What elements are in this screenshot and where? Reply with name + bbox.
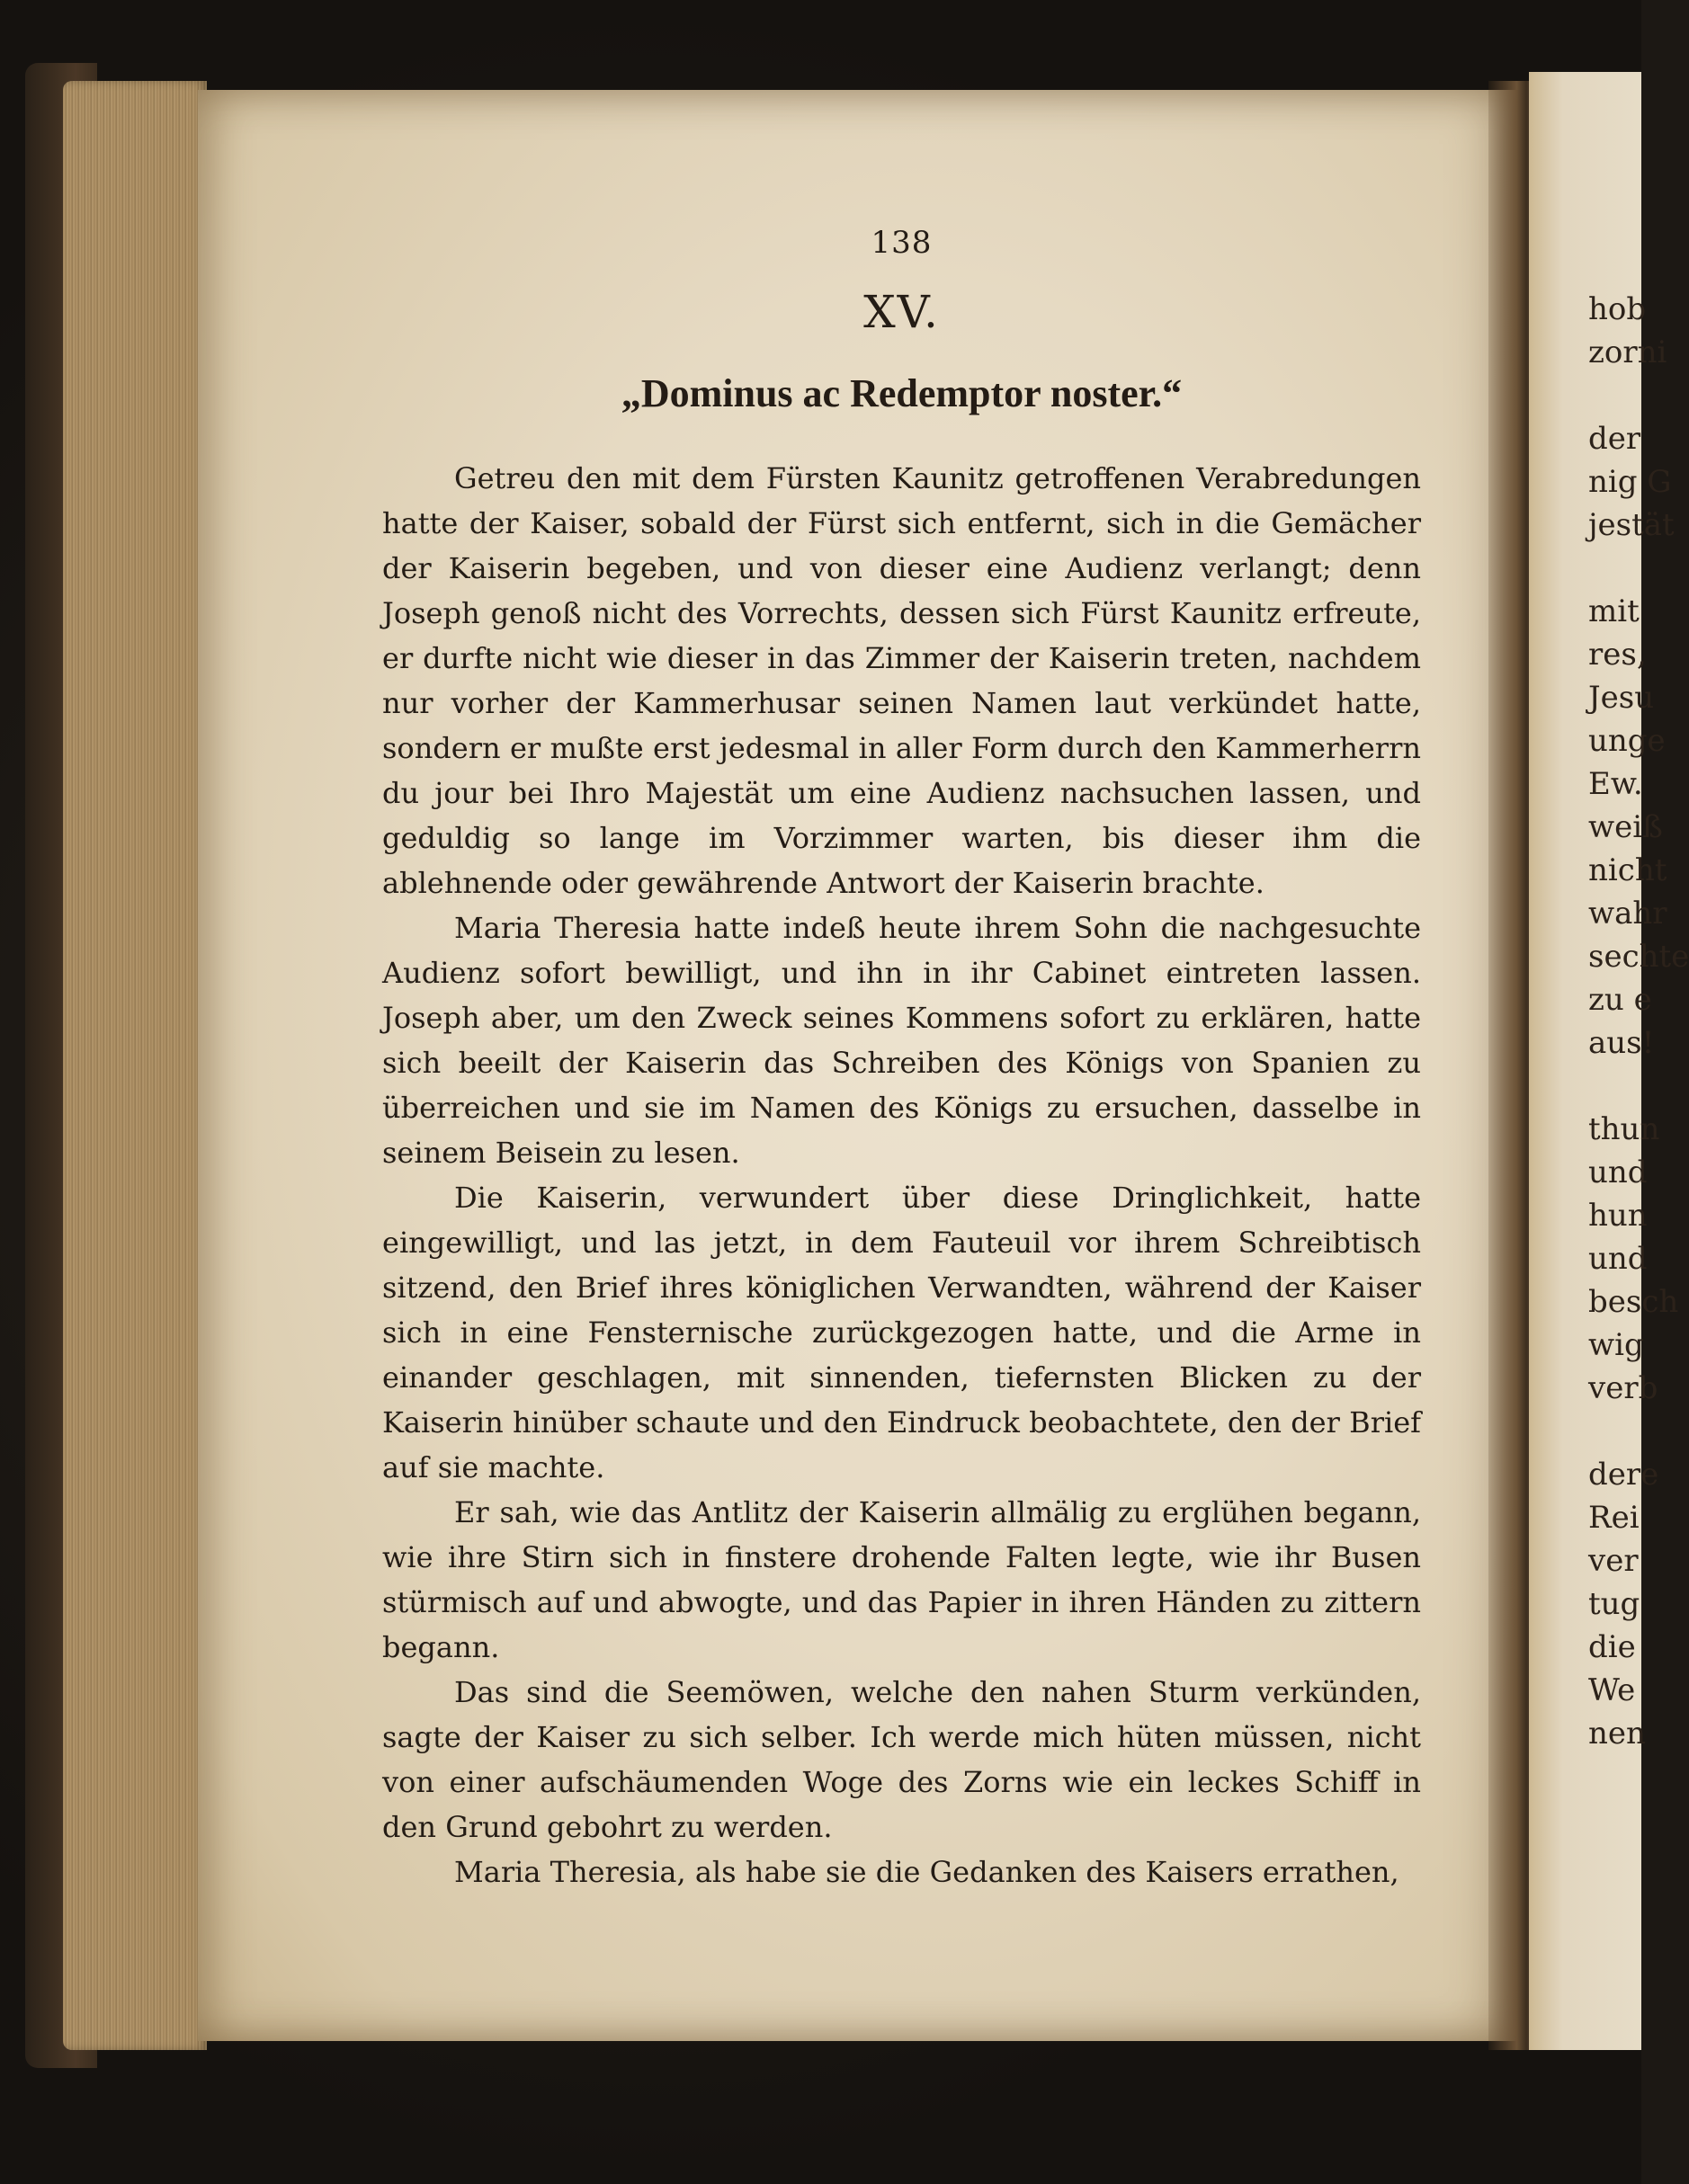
- facing-page-line: wahr: [1588, 896, 1667, 932]
- facing-page-line: mit: [1588, 593, 1640, 629]
- facing-page-line: nig G: [1588, 464, 1672, 500]
- facing-page-line: Jesu: [1588, 680, 1655, 716]
- chapter-title: „Dominus ac Redemptor noster.“: [621, 371, 1183, 415]
- facing-page-line: thun: [1588, 1111, 1660, 1147]
- facing-page-line: [1588, 374, 1642, 417]
- facing-page-line: hob: [1588, 291, 1647, 327]
- facing-page-line: hun: [1588, 1198, 1648, 1234]
- facing-page-line: [1588, 1410, 1642, 1453]
- paragraph: Er sah, wie das Antlitz der Kaiserin allmälig zu erglühen begann, wie ihre Stirn sich in finstere drohende Falten legte, wie ihr Busen stürmisch auf und abwogte, und das Papier in ihren Händen zu zittern begann.: [382, 1495, 1421, 1664]
- facing-page-line: tug: [1588, 1586, 1640, 1622]
- facing-page-line: und: [1588, 1241, 1648, 1277]
- facing-page-line: zu e: [1588, 982, 1652, 1018]
- facing-page-line: Rei: [1588, 1500, 1640, 1536]
- facing-page-line: nen: [1588, 1716, 1646, 1752]
- chapter-number: XV.: [863, 286, 940, 338]
- facing-page-line: res,: [1588, 637, 1647, 673]
- facing-page-line: jestät: [1588, 507, 1675, 543]
- paragraph: Das sind die Seemöwen, welche den nahen Sturm verkünden, sagte der Kaiser zu sich selber. Ich werde mich hüten müssen, nicht von einer aufschäumenden Woge des Zorns wie ein leckes Schiff in den Grund gebohrt zu werden.: [382, 1675, 1421, 1844]
- page-number: 138: [871, 225, 933, 261]
- paragraph: Maria Theresia, als habe sie die Gedanken des Kaisers errathen,: [454, 1855, 1399, 1889]
- facing-page-line: unge: [1588, 723, 1666, 759]
- paragraph: Getreu den mit dem Fürsten Kaunitz getroffenen Verabredungen hatte der Kaiser, sobald der Fürst sich entfernt, sich in die Gemächer der Kaiserin begeben, und von dieser eine Audienz verlangt; denn Joseph genoß nicht des Vorrechts, dessen sich Fürst Kaunitz erfreute, er durfte nicht wie dieser in das Zimmer der Kaiserin treten, nachdem nur vorher der Kammerhusar seinen Namen laut verkündet hatte, sondern er mußte erst jedesmal in aller Form durch den Kammerherrn du jour bei Ihro Majestät um eine Audienz nachsuchen lassen, und geduldig so lange im Vorzimmer warten, bis dieser ihm die ablehnende oder gewährende Antwort der Kaiserin brachte.: [382, 461, 1421, 900]
- facing-page-text: [1588, 288, 1689, 1755]
- page-fore-edge: [63, 81, 207, 2050]
- facing-page-line: besch: [1588, 1284, 1679, 1320]
- paragraph: Die Kaiserin, verwundert über diese Dringlichkeit, hatte eingewilligt, und las jetzt, in dem Fauteuil vor ihrem Schreibtisch sitzend, den Brief ihres königlichen Verwandten, während der Kaiser sich in eine Fensternische zurückgezogen hatte, und die Arme in einander geschlagen, mit sinnenden, tiefernsten Blicken zu der Kaiserin hinüber schaute und den Eindruck beobachtete, den der Brief auf sie machte.: [382, 1181, 1421, 1484]
- facing-page-line: sechte: [1588, 939, 1689, 975]
- facing-page-line: die: [1588, 1629, 1636, 1665]
- facing-page-line: und: [1588, 1154, 1648, 1190]
- facing-page-line: ver: [1588, 1543, 1639, 1579]
- facing-page-line: We: [1588, 1672, 1636, 1708]
- facing-page-line: nicht: [1588, 852, 1667, 888]
- facing-page-line: Ew.: [1588, 766, 1643, 802]
- facing-page-line: [1588, 1065, 1642, 1108]
- facing-page-line: [1588, 547, 1642, 590]
- facing-page-line: aus!: [1588, 1025, 1655, 1061]
- facing-page-line: dere: [1588, 1457, 1659, 1493]
- facing-page-line: weiß: [1588, 809, 1663, 845]
- page-text-block: [382, 225, 1421, 1894]
- facing-page-line: verb: [1588, 1370, 1658, 1406]
- facing-page-line: der: [1588, 421, 1641, 457]
- facing-page-line: wig: [1588, 1327, 1644, 1363]
- facing-page-line: zorni: [1588, 334, 1667, 370]
- paragraph: Maria Theresia hatte indeß heute ihrem Sohn die nachgesuchte Audienz sofort bewilligt, und ihn in ihr Cabinet eintreten lassen. Joseph aber, um den Zweck seines Kommens sofort zu erklären, hatte sich beeilt der Kaiserin das Schreiben des Königs von Spanien zu überreichen und sie im Namen des Königs zu ersuchen, dasselbe in seinem Beisein zu lesen.: [382, 911, 1421, 1170]
